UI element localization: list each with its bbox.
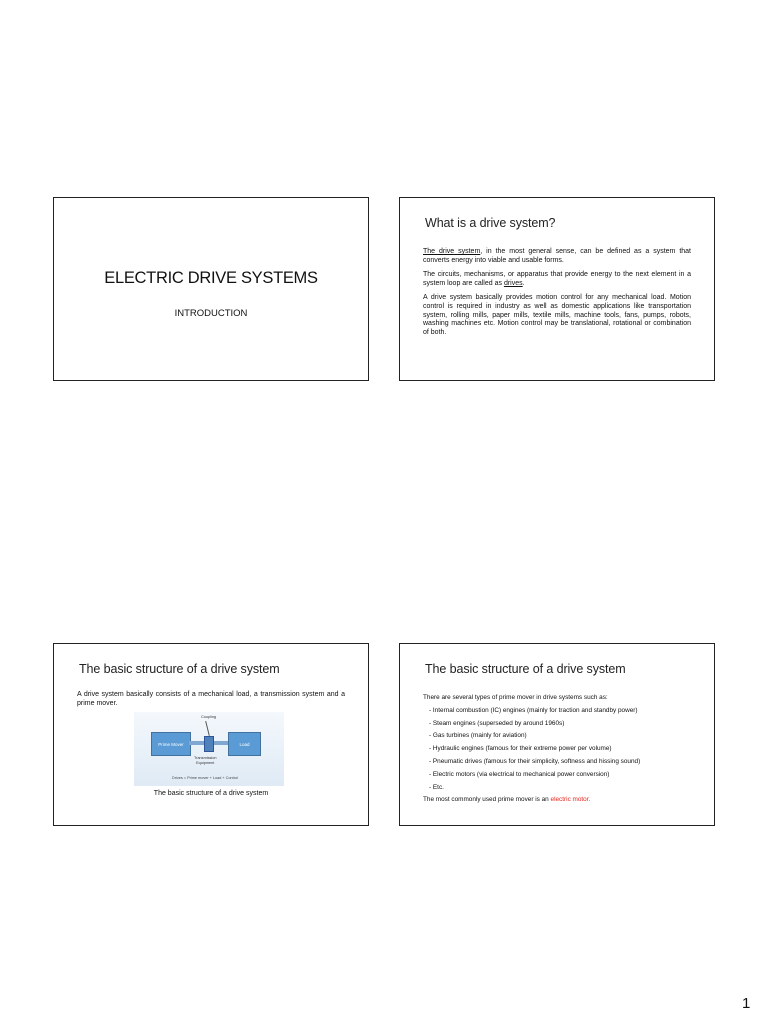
- closing-sentence: [423, 794, 702, 807]
- slide-heading: What is a drive system?: [425, 216, 556, 230]
- slide-body: [423, 692, 702, 807]
- prime-mover-block: Prime Mover: [151, 732, 191, 756]
- list-item: - Gas turbines (mainly for aviation): [429, 732, 527, 740]
- closing-text: The most commonly used prime mover is an: [423, 796, 551, 804]
- list-item: - Steam engines (superseded by around 1960s): [429, 719, 565, 727]
- coupling-block: [204, 736, 214, 752]
- coupling-leader-line: [205, 721, 209, 736]
- slide-what-is-drive: [399, 197, 715, 381]
- paragraph: [423, 248, 691, 265]
- list-item: - Electric motors (via electrical to mechanical power conversion): [429, 770, 610, 778]
- paragraph: A drive system basically provides motion control for any mechanical load. Motion control is required in industry as well as domestic applications like transportation system, rolling mills, paper mills, textile mills, machine tools, fans, pumps, robots, washing machines etc. Motion control may be translational, rotational or combination of both.: [423, 294, 691, 336]
- drive-structure-diagram: [134, 712, 284, 786]
- paragraph-text: The circuits, mechanisms, or apparatus that provide energy to the next element in a system loop are called as: [423, 271, 691, 287]
- paragraph-text: , in the most general sense, can be defined as a system that converts energy into viable and usable forms.: [423, 248, 692, 264]
- slide-prime-mover-types: [399, 643, 715, 826]
- transmission-label-line1: Transmission: [194, 756, 217, 760]
- underlined-term: The drive system: [423, 248, 481, 255]
- drive-equation: Drives = Prime mover + Load + Control: [172, 776, 238, 780]
- list-item: - Etc.: [429, 783, 444, 791]
- slide-main-title: ELECTRIC DRIVE SYSTEMS: [104, 269, 318, 287]
- slide-subtitle: INTRODUCTION: [174, 308, 248, 319]
- load-block: Load: [228, 732, 261, 756]
- transmission-label-line2: Equipment: [196, 760, 215, 765]
- coupling-label: Coupling: [201, 715, 216, 719]
- slide-body: A drive system basically consists of a mechanical load, a transmission system and a prime mover.: [77, 691, 345, 707]
- figure-caption: The basic structure of a drive system: [153, 790, 269, 797]
- slide-title: [53, 197, 369, 381]
- slide-basic-structure-diagram: [53, 643, 369, 826]
- slide-heading: The basic structure of a drive system: [79, 662, 280, 676]
- page-number: 1: [742, 995, 751, 1012]
- highlighted-term: electric motor.: [550, 796, 591, 804]
- underlined-term: drives: [503, 279, 523, 287]
- paragraph-text: .: [522, 279, 525, 287]
- paragraph: [423, 271, 691, 288]
- slide-body: [423, 248, 691, 343]
- transmission-label: [194, 756, 216, 765]
- list-intro: There are several types of prime mover in drive systems such as:: [423, 694, 608, 701]
- list-item: - Pneumatic drives (famous for their simplicity, softness and hissing sound): [429, 757, 641, 765]
- list-item: - Hydraulic engines (famous for their extreme power per volume): [429, 745, 612, 753]
- slide-heading: The basic structure of a drive system: [425, 662, 626, 676]
- list-item: - Internal combustion (IC) engines (mainly for traction and standby power): [429, 706, 638, 714]
